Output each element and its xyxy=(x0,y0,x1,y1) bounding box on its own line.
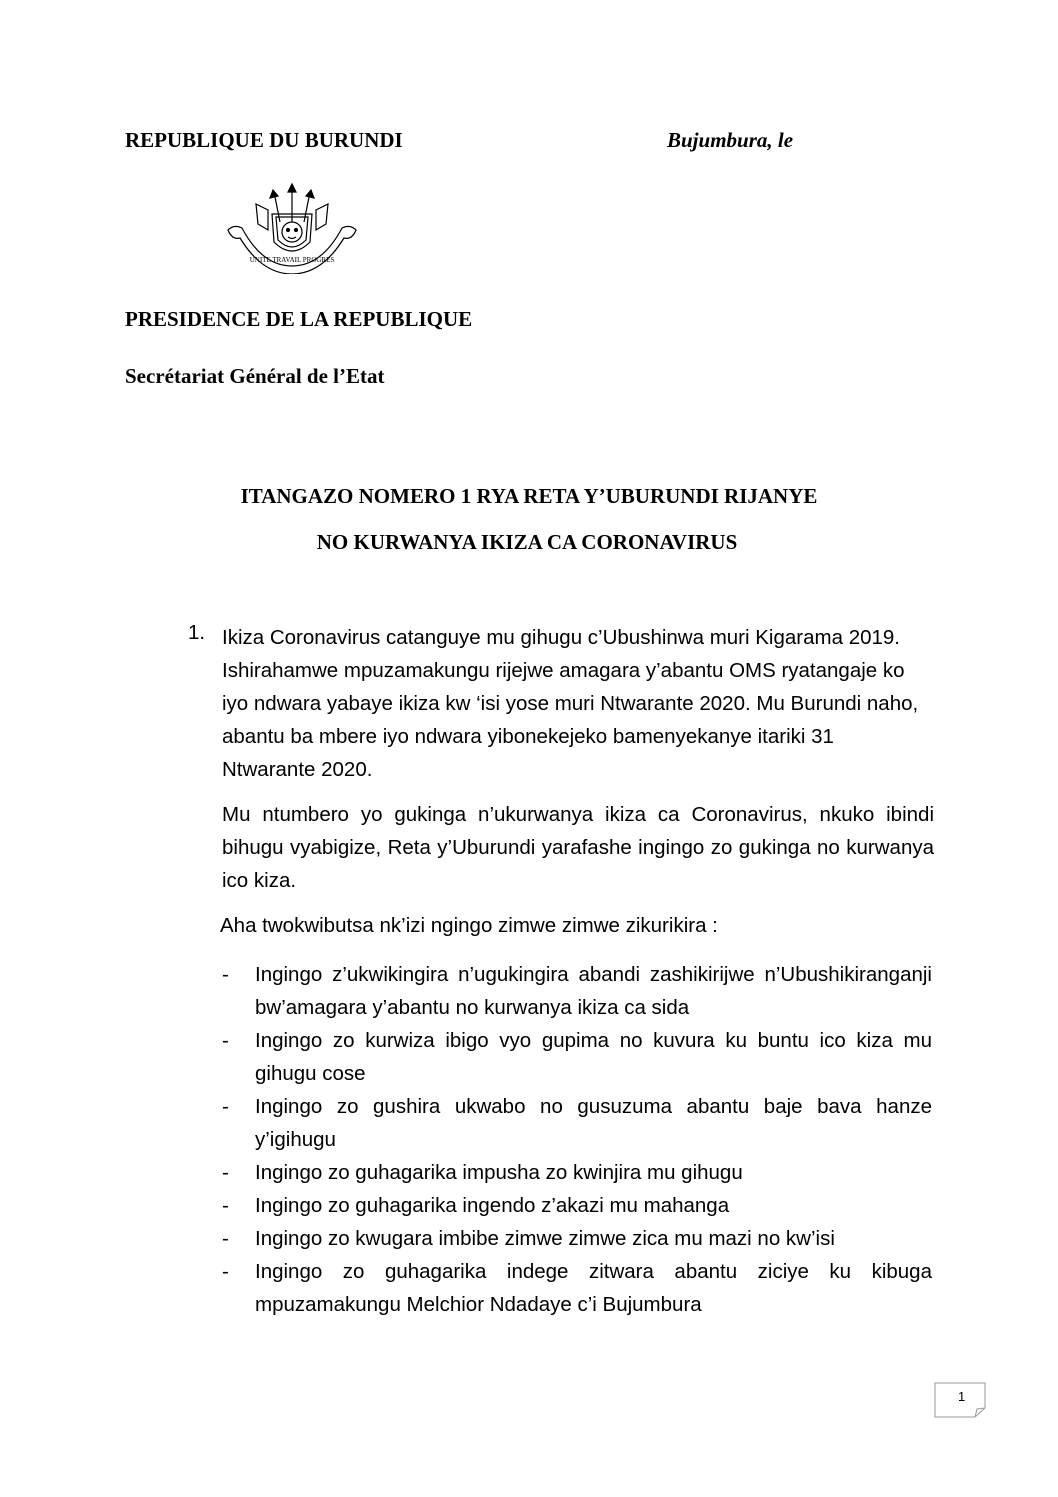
item-1-text: Ikiza Coronavirus catanguye mu gihugu c’Ubushinwa muri Kigarama 2019. Ishirahamwe mpuzamakungu rijejwe amagara y’abantu OMS ryatangaje ko iyo ndwara yabaye ikiza kw ‘isi yose muri Ntwarante 2020. Mu Burundi naho, abantu ba mbere iyo ndwara yibonekejeko bamenyekanye itariki 31 Ntwarante 2020. xyxy=(222,626,919,781)
list-item xyxy=(222,1156,932,1189)
bullet-dash: - xyxy=(222,963,229,986)
page-number: 1 xyxy=(958,1389,966,1404)
presidency-heading: PRESIDENCE DE LA REPUBLIQUE xyxy=(125,307,473,331)
list-item xyxy=(222,1189,932,1222)
paragraph-2 xyxy=(222,798,934,897)
paragraph-3-text: Aha twokwibutsa nk’izi ngingo zimwe zimwe zikurikira : xyxy=(220,914,718,937)
bullet-dash: - xyxy=(222,1227,229,1250)
bullet-dash: - xyxy=(222,1161,229,1184)
place-date: Bujumbura, le xyxy=(667,128,794,152)
item-number: 1. xyxy=(188,621,206,644)
paragraph-3 xyxy=(220,909,932,942)
bullet-dash: - xyxy=(222,1260,229,1283)
measures-list xyxy=(222,958,932,1321)
list-item xyxy=(222,1222,932,1255)
bullet-dash: - xyxy=(222,1095,229,1118)
title-line1-text: ITANGAZO NOMERO 1 RYA RETA Y’UBURUNDI RIJANYE xyxy=(240,484,818,508)
document-title-line1 xyxy=(0,484,1058,509)
country-heading: REPUBLIQUE DU BURUNDI xyxy=(125,128,403,152)
list-item xyxy=(222,1090,932,1156)
paragraph-2-text: Mu ntumbero yo gukinga n’ukurwanya ikiza ca Coronavirus, nkuko ibindi bihugu vyabigize, Reta y’Uburundi yarafashe ingingo zo gukinga no kurwanya ico kiza. xyxy=(222,803,934,892)
item-1 xyxy=(222,621,930,786)
coat-of-arms-seal xyxy=(222,182,362,274)
bullet-dash: - xyxy=(222,1194,229,1217)
list-item xyxy=(222,1255,932,1321)
svg-text:UNITE TRAVAIL PROGRES: UNITE TRAVAIL PROGRES xyxy=(249,256,335,264)
list-item xyxy=(222,1024,932,1090)
list-item-text: Ingingo zo kurwiza ibigo vyo gupima no kuvura ku buntu ico kiza mu gihugu cose xyxy=(255,1029,932,1085)
secretariat-heading: Secrétariat Général de l’Etat xyxy=(125,364,385,388)
title-line2-text: NO KURWANYA IKIZA CA CORONAVIRUS xyxy=(316,530,738,554)
page-number-box xyxy=(934,1382,986,1418)
list-item-text: Ingingo zo guhagarika indege zitwara abantu ziciye ku kibuga mpuzamakungu Melchior Ndadaye c’i Bujumbura xyxy=(255,1260,932,1316)
list-item xyxy=(222,958,932,1024)
list-item-text: Ingingo zo kwugara imbibe zimwe zimwe zica mu mazi no kw’isi xyxy=(255,1227,835,1250)
list-item-text: Ingingo zo guhagarika ingendo z’akazi mu mahanga xyxy=(255,1194,730,1217)
list-item-text: Ingingo zo guhagarika impusha zo kwinjira mu gihugu xyxy=(255,1161,743,1184)
list-item-text: Ingingo z’ukwikingira n’ugukingira abandi zashikirijwe n’Ubushikiranganji bw’amagara y’abantu no kurwanya ikiza ca sida xyxy=(255,963,932,1019)
list-item-text: Ingingo zo gushira ukwabo no gusuzuma abantu baje bava hanze y’igihugu xyxy=(255,1095,932,1151)
document-title-line2 xyxy=(0,530,1058,555)
bullet-dash: - xyxy=(222,1029,229,1052)
